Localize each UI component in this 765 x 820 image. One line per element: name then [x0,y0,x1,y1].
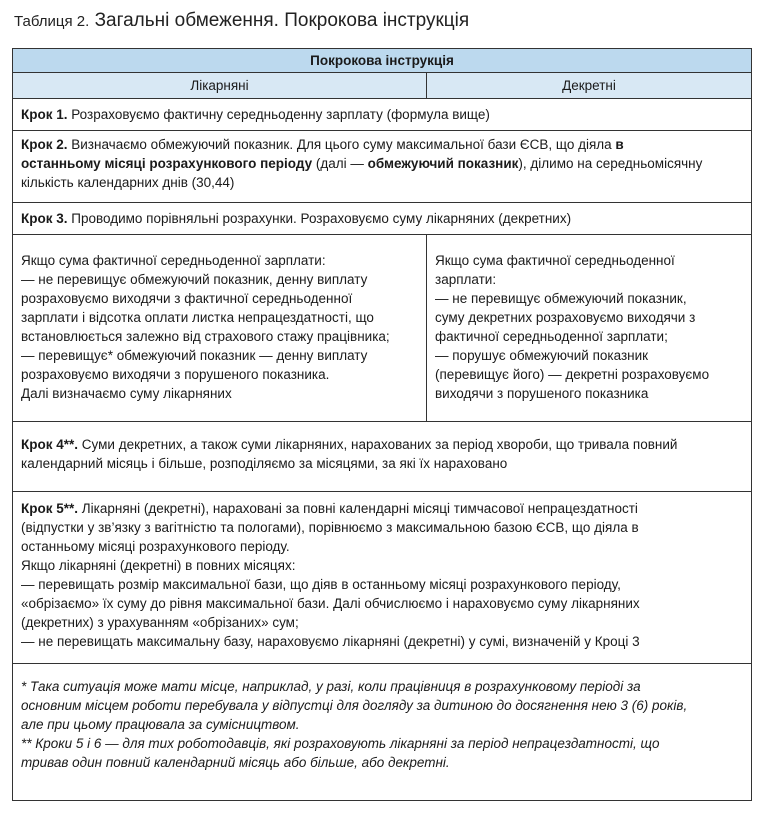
maternity-line: виходячи з порушеного показника [435,386,649,401]
maternity-line: фактичної середньоденної зарплати; [435,329,668,344]
step-1-row [13,99,751,131]
step-2-line-1 [21,135,743,154]
step-2-text-1b: в [615,137,624,152]
maternity-line: суму декретних розраховуємо виходячи з [435,310,696,325]
sick-leave-line: — перевищує* обмежуючий показник — денну виплату [21,348,368,363]
step-4-line-1 [21,435,743,454]
step-5-label: Крок 5**. [21,501,79,516]
step-5-line: Якщо лікарняні (декретні) в повних місяцях: [21,558,296,573]
step-3-row [13,203,751,235]
step-5-line-1 [21,499,743,518]
table-header: Покрокова інструкція [13,49,751,73]
step-5-line: останньому місяці розрахункового періоду. [21,539,290,554]
footnote-line: тривав один повний календарний місяць або більше, або декретні. [21,755,450,770]
instruction-table [12,48,752,801]
step-2-row [13,131,751,203]
step-5-line: «обрізаємо» їх суму до рівня максимальної бази. Далі обчислюємо і нараховуємо суму лікарняних [21,596,640,611]
step-2-text-1a: Визначаємо обмежуючий показник. Для цього суму максимальної бази ЄСВ, що діяла [71,137,612,152]
step-2-text-2d: ), ділимо на середньомісячну [518,156,703,171]
step-1-text: Розраховуємо фактичну середньоденну зарплату (формула вище) [71,107,490,122]
step-5-row [13,492,751,664]
sick-leave-conditions [13,235,427,421]
maternity-line: — порушує обмежуючий показник [435,348,649,363]
step-2-text-2a: останньому місяці розрахункового періоду [21,156,313,171]
footnote-line: основним місцем роботи перебувала у відпустці для догляду за дитиною до досягнення нею 3 (6) років, [21,698,688,713]
step-4-label: Крок 4**. [21,437,79,452]
step-2-text-2b: (далі — [315,156,364,171]
maternity-conditions [427,235,751,421]
step-1-label: Крок 1. [21,107,68,122]
footnotes [13,664,751,800]
step-5-line: (відпустки у зв’язку з вагітністю та пологами), порівнюємо з максимальною базою ЄСВ, що діяла в [21,520,639,535]
maternity-line: (перевищує його) — декретні розраховуємо [435,367,710,382]
maternity-line: зарплати: [435,272,497,287]
footnote-line: * Така ситуація може мати місце, наприклад, у разі, коли працівниця в розрахунковому періоді за [21,679,641,694]
sick-leave-line: Далі визначаємо суму лікарняних [21,386,232,401]
maternity-line: — не перевищує обмежуючий показник, [435,291,687,306]
table-title: Загальні обмеження. Покрокова інструкція [94,10,470,31]
column-headers [13,73,751,99]
column-header-sick-leave: Лікарняні [13,73,427,98]
sick-leave-line: Якщо сума фактичної середньоденної зарплати: [21,253,326,268]
sick-leave-line: встановлюється залежно від страхового стажу працівника; [21,329,390,344]
sick-leave-line: розраховуємо виходячи з порушеного показника. [21,367,330,382]
sick-leave-line: розраховуємо виходячи з фактичної середньоденної [21,291,353,306]
footnote-line: але при цьому працювала за сумісництвом. [21,717,300,732]
step-2-label: Крок 2. [21,137,68,152]
step-4-line-2: календарний місяць і більше, розподіляємо за місяцями, за які їх нараховано [21,456,508,471]
sick-leave-line: — не перевищує обмежуючий показник, денну виплату [21,272,368,287]
step-2-text-2c: обмежуючий показник [367,156,519,171]
comparison-row [13,235,751,422]
maternity-line: Якщо сума фактичної середньоденної [435,253,675,268]
step-5-line: — перевищать розмір максимальної бази, що діяв в останньому місяці розрахункового періоду, [21,577,621,592]
step-2-line-2 [21,154,743,173]
step-4-row [13,422,751,492]
column-header-maternity: Декретні [562,78,616,93]
step-5-line: (декретних) з урахуванням «обрізаних» сум; [21,615,299,630]
step-4-text-1: Суми декретних, а також суми лікарняних, нарахованих за період хвороби, що тривала повний [81,437,678,452]
step-5-text-1: Лікарняні (декретні), нараховані за повні календарні місяці тимчасової непрацездатності [81,501,638,516]
footnote-line: ** Кроки 5 і 6 — для тих роботодавців, які розраховують лікарняні за період непрацездатності, що [21,736,660,751]
sick-leave-line: зарплати і відсотка оплати листка непрацездатності, що [21,310,374,325]
step-3-text: Проводимо порівняльні розрахунки. Розраховуємо суму лікарняних (декретних) [71,211,572,226]
step-2-line-3: кількість календарних днів (30,44) [21,175,235,190]
table-caption [14,10,469,32]
table-number: Таблиця 2. [14,13,90,30]
step-5-line: — не перевищать максимальну базу, нараховуємо лікарняні (декретні) у сумі, визначеній у Кроці 3 [21,634,640,649]
step-3-label: Крок 3. [21,211,68,226]
